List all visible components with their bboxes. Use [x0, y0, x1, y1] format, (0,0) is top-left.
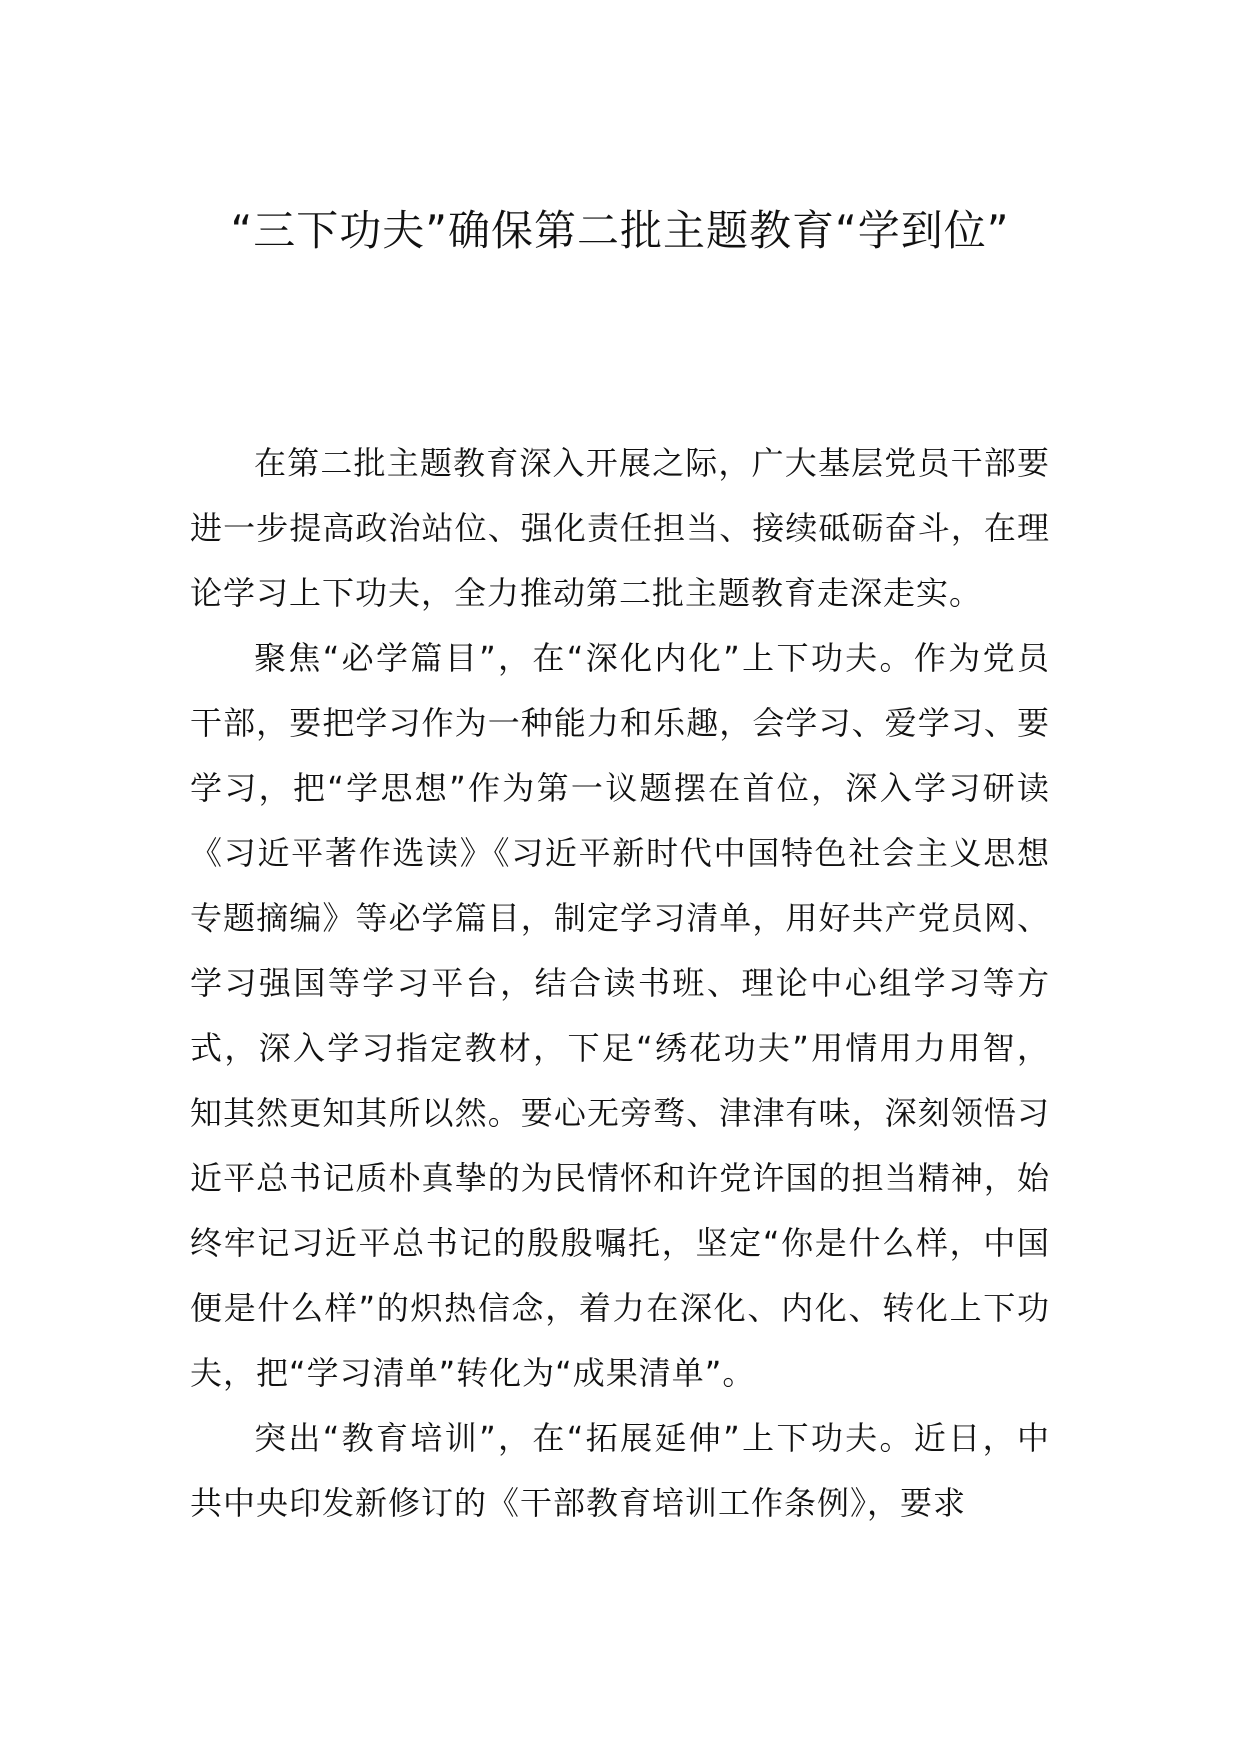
document-title: “三下功夫”确保第二批主题教育“学到位”: [230, 206, 1010, 255]
paragraph-intro: 在第二批主题教育深入开展之际，广大基层党员干部要进一步提高政治站位、强化责任担当、接续砥砺奋斗，在理论学习上下功夫，全力推动第二批主题教育走深走实。: [190, 444, 1050, 612]
document-body: [190, 431, 1050, 1536]
paragraph-required-reading: 聚焦“必学篇目”，在“深化内化”上下功夫。作为党员干部，要把学习作为一种能力和乐趣，会学习、爱学习、要学习，把“学思想”作为第一议题摆在首位，深入学习研读《习近平著作选读》《习近平新时代中国特色社会主义思想专题摘编》等必学篇目，制定学习清单，用好共产党员网、学习强国等学习平台，结合读书班、理论中心组学习等方式，深入学习指定教材，下足“绣花功夫”用情用力用智，知其然更知其所以然。要心无旁骛、津津有味，深刻领悟习近平总书记质朴真挚的为民情怀和许党许国的担当精神，始终牢记习近平总书记的殷殷嘱托，坚定“你是什么样，中国便是什么样”的炽热信念，着力在深化、内化、转化上下功夫，把“学习清单”转化为“成果清单”。: [190, 639, 1050, 1392]
paragraph-education-training: 突出“教育培训”，在“拓展延伸”上下功夫。近日，中共中央印发新修订的《干部教育培训工作条例》，要求: [190, 1419, 1050, 1522]
